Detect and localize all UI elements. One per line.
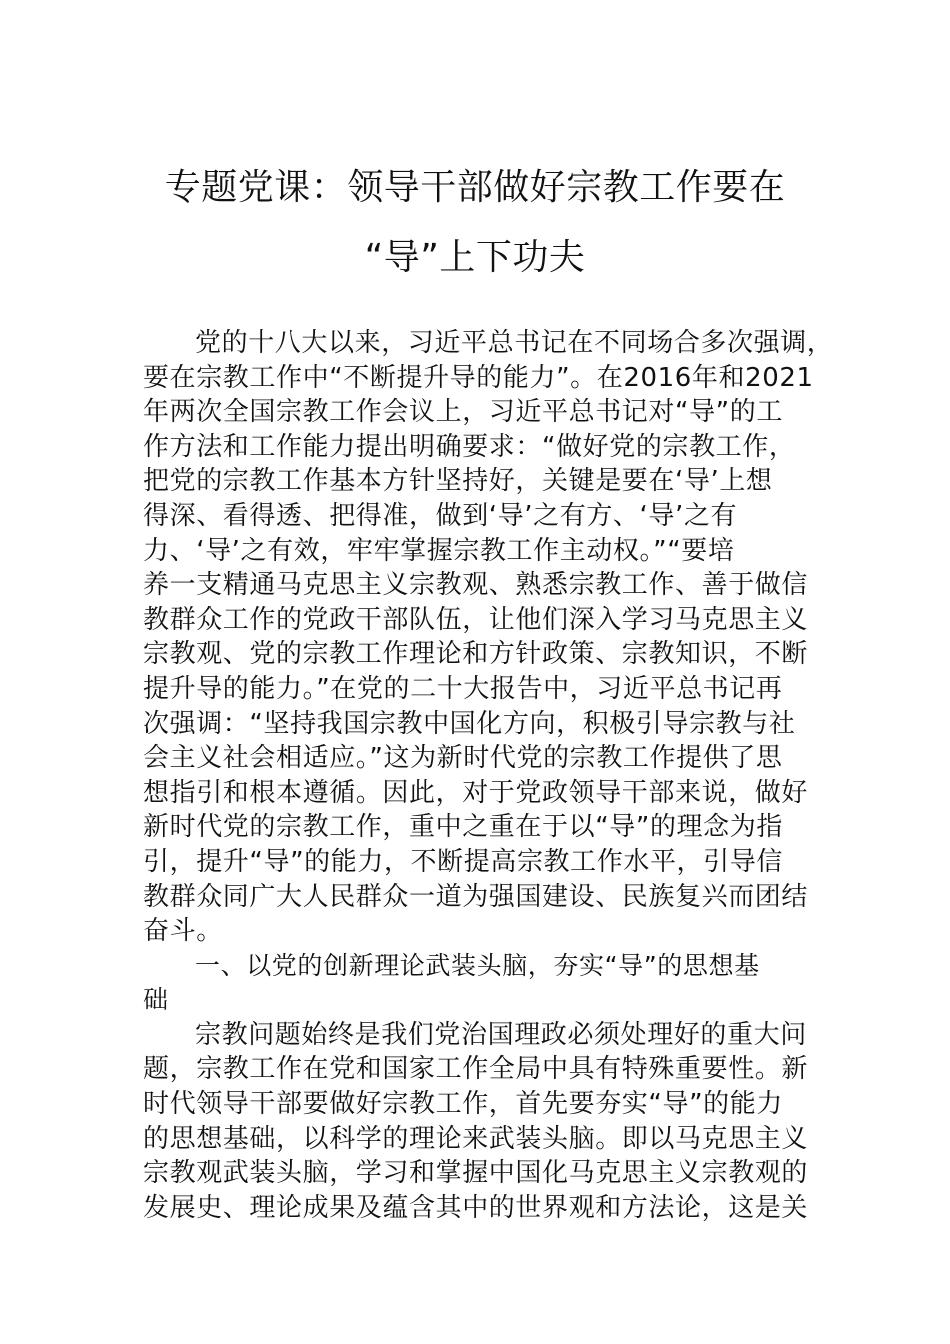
paragraph-line: 教群众工作的党政干部队伍，让他们深入学习马克思主义 (143, 604, 809, 635)
paragraph-line: 引，提升“导”的能力，不断提高宗教工作水平，引导信 (143, 846, 783, 877)
document-title-line-2: “导”上下功夫 (364, 237, 586, 278)
paragraph-line: 把党的宗教工作基本方针坚持好，关键是要在‘导’上想 (143, 466, 773, 497)
paragraph-line: 宗教观武装头脑，学习和掌握中国化马克思主义宗教观的 (143, 1158, 809, 1189)
paragraph-line: 新时代党的宗教工作，重中之重在于以“导”的理念为指 (143, 812, 783, 843)
paragraph-line: 得深、看得透、把得准，做到‘导’之有方、‘导’之有 (143, 500, 738, 531)
paragraph-line: 宗教问题始终是我们党治国理政必须处理好的重大问 (195, 1019, 807, 1050)
document-body (143, 326, 834, 1225)
paragraph-line: 题，宗教工作在党和国家工作全局中具有特殊重要性。新 (143, 1054, 809, 1085)
paragraph-line: 发展史、理论成果及蕴含其中的世界观和方法论，这是关 (143, 1192, 809, 1223)
paragraph-line: 时代领导干部要做好宗教工作，首先要夯实“导”的能力 (143, 1089, 783, 1120)
paragraph-line: 会主义社会相适应。”这为新时代党的宗教工作提供了思 (143, 743, 783, 774)
paragraph-line: 养一支精通马克思主义宗教观、熟悉宗教工作、善于做信 (143, 570, 809, 601)
paragraph-line: 要在宗教工作中“不断提升导的能力”。在2016年和2021 (143, 362, 814, 393)
section-heading-line: 础 (143, 985, 169, 1015)
section-heading-line: 一、以党的创新理论武装头脑，夯实“导”的思想基 (195, 950, 760, 980)
paragraph-line: 次强调：“坚持我国宗教中国化方向，积极引导宗教与社 (143, 708, 796, 739)
paragraph-line: 年两次全国宗教工作会议上，习近平总书记对“导”的工 (143, 397, 783, 428)
paragraph-line: 奋斗。 (143, 916, 223, 947)
paragraph-line: 教群众同广大人民群众一道为强国建设、民族复兴而团结 (143, 881, 809, 912)
paragraph-line: 想指引和根本遵循。因此，对于党政领导干部来说，做好 (143, 777, 809, 808)
paragraph-line: 提升导的能力。”在党的二十大报告中，习近平总书记再 (143, 673, 783, 704)
paragraph-line: 的思想基础，以科学的理论来武装头脑。即以马克思主义 (143, 1123, 809, 1154)
document-title-line-1: 专题党课：领导干部做好宗教工作要在 (164, 167, 786, 208)
paragraph-line: 宗教观、党的宗教工作理论和方针政策、宗教知识，不断 (143, 639, 809, 670)
paragraph-line: 力、‘导’之有效，牢牢掌握宗教工作主动权。”“要培 (143, 535, 735, 566)
paragraph-line: 作方法和工作能力提出明确要求：“做好党的宗教工作， (143, 431, 796, 462)
paragraph-line: 党的十八大以来，习近平总书记在不同场合多次强调， (195, 328, 834, 358)
